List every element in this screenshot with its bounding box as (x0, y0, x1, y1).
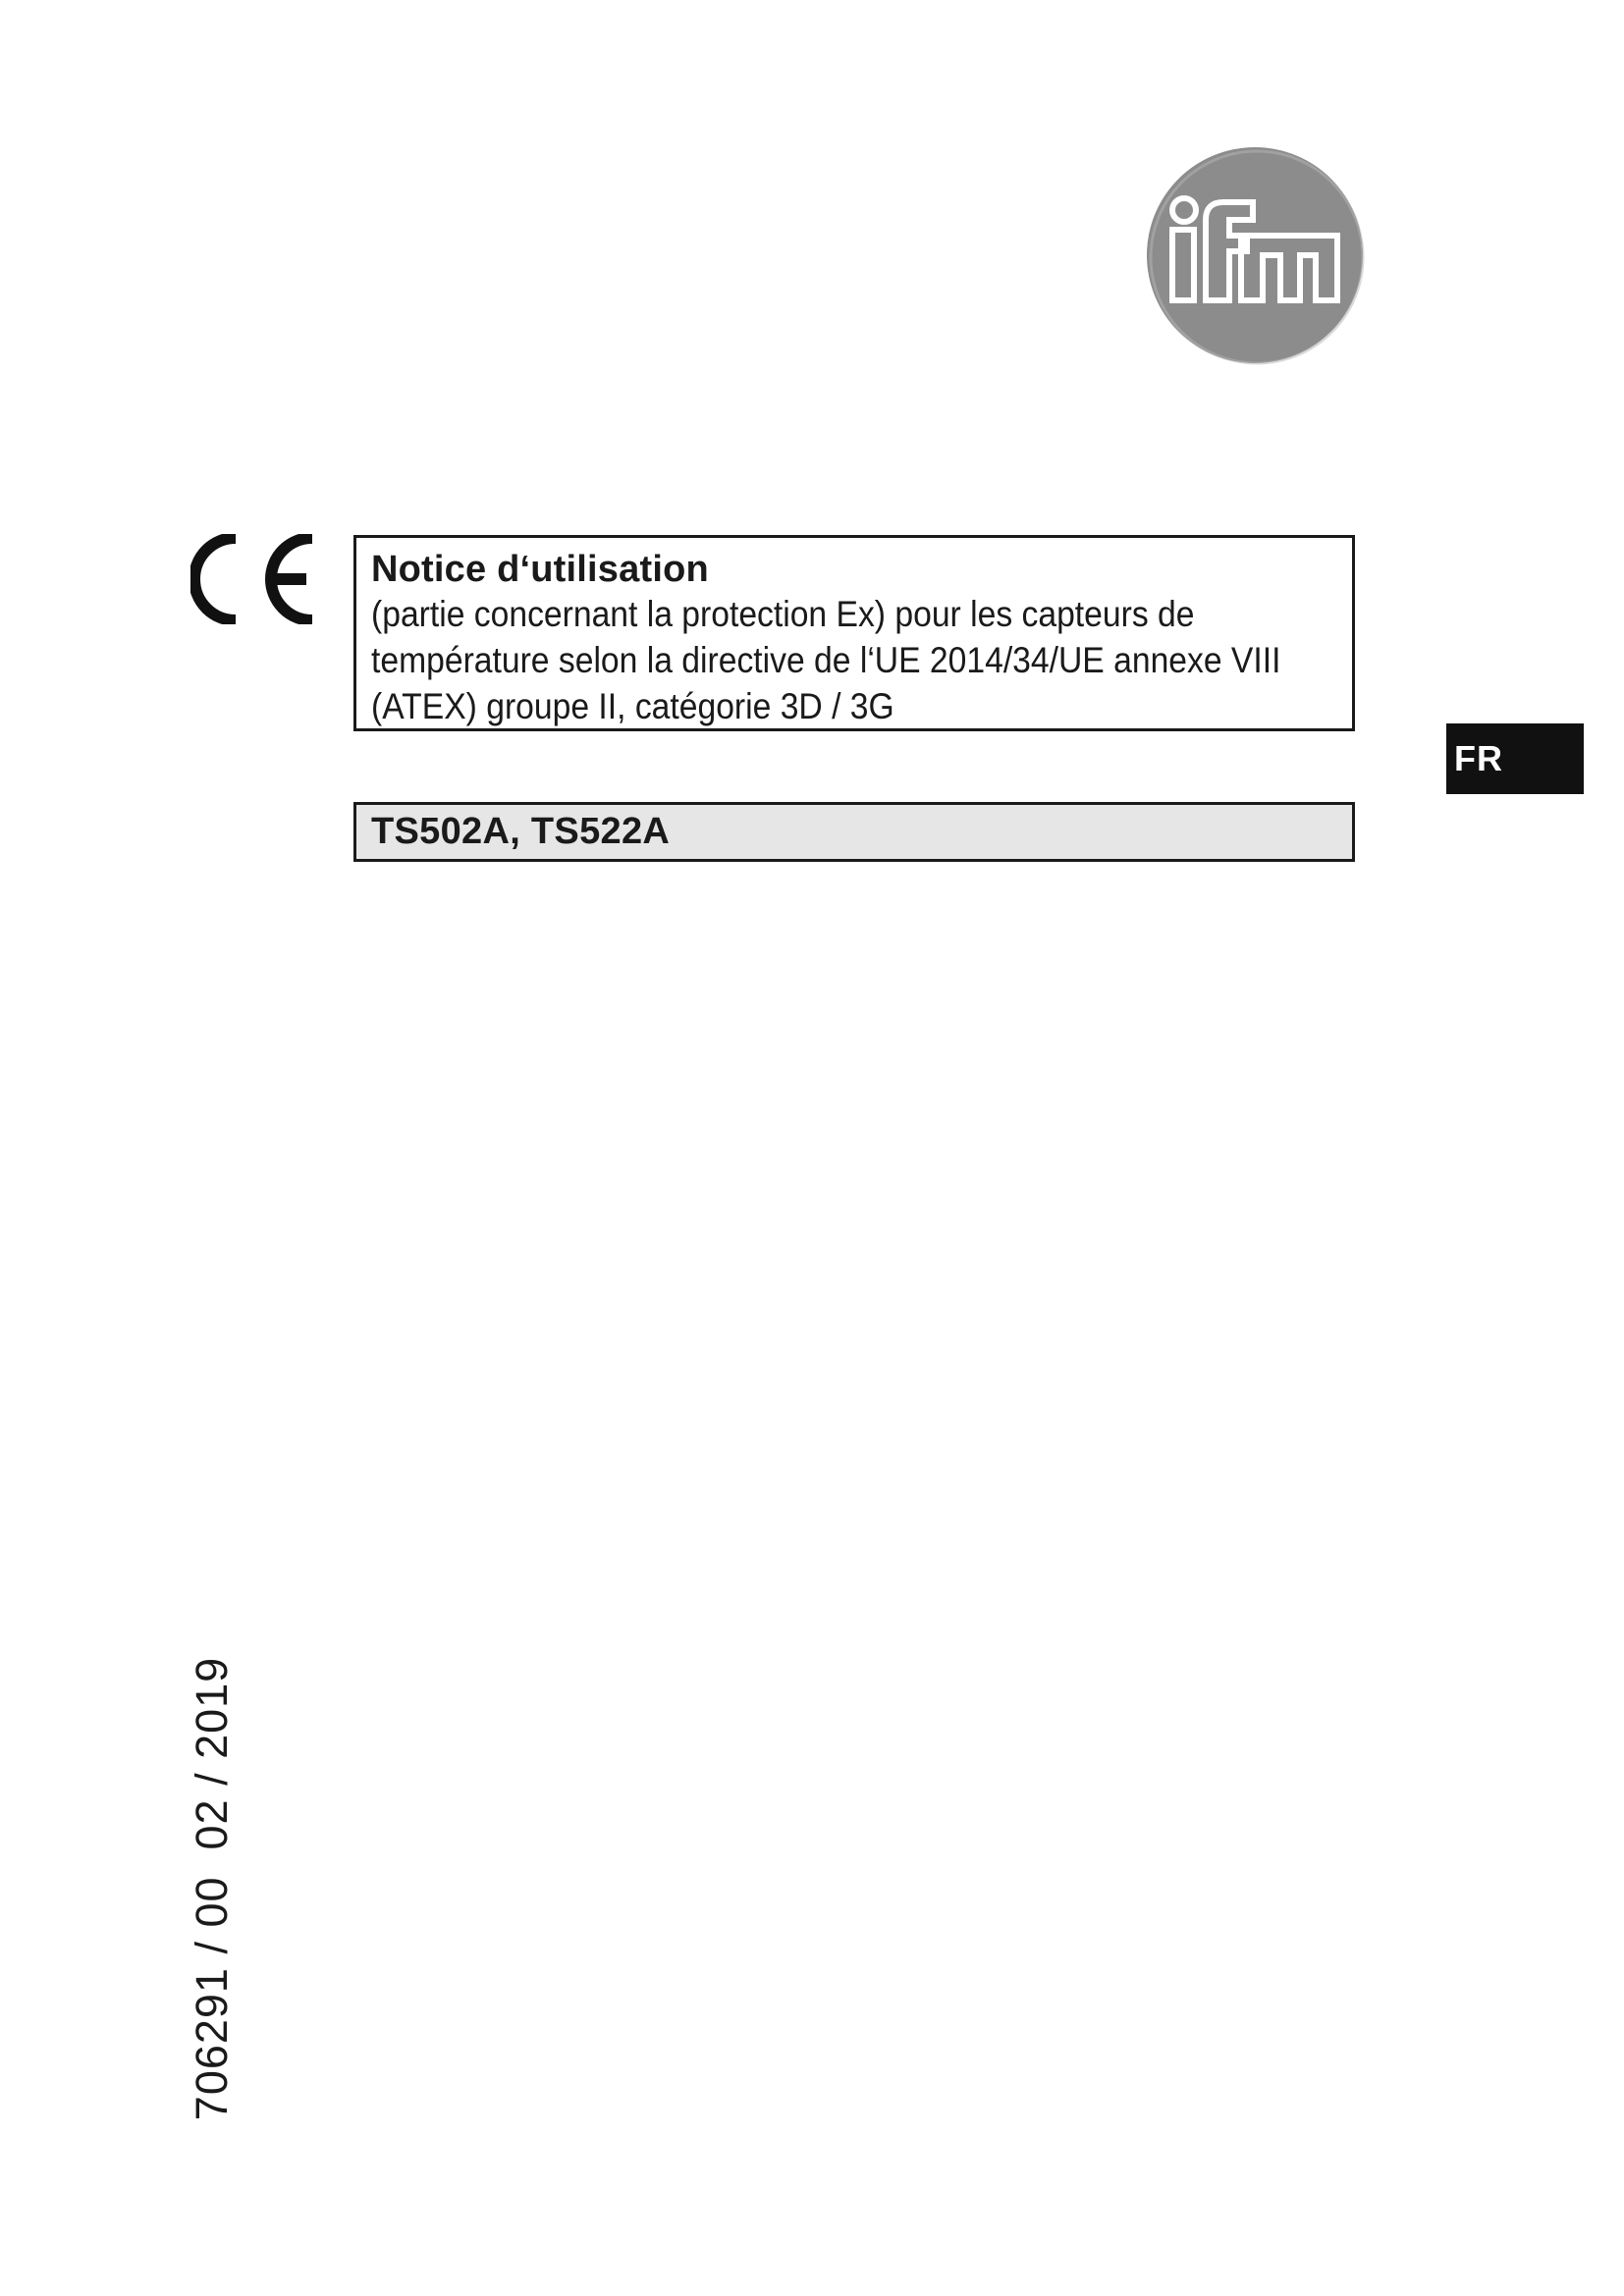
ce-mark (190, 534, 318, 624)
models-box (353, 802, 1355, 862)
ce-mark-icon (190, 534, 318, 624)
language-tab (1446, 723, 1584, 794)
language-label: FR (1454, 738, 1503, 778)
subtitle-line-1: (partie concernant la protection Ex) pour les capteurs de (371, 594, 1195, 634)
document-title: Notice d‘utilisation (371, 549, 709, 590)
document-number: 706291 / 00 02 / 2019 (187, 1656, 237, 2121)
ifm-logo (1145, 145, 1365, 365)
title-box (353, 535, 1355, 731)
ifm-logo-icon (1145, 145, 1365, 365)
subtitle-line-3: (ATEX) groupe II, catégorie 3D / 3G (371, 686, 894, 726)
model-numbers: TS502A, TS522A (371, 811, 671, 852)
subtitle-line-2: température selon la directive de l‘UE 2014/34/UE annexe VIII (371, 640, 1281, 680)
